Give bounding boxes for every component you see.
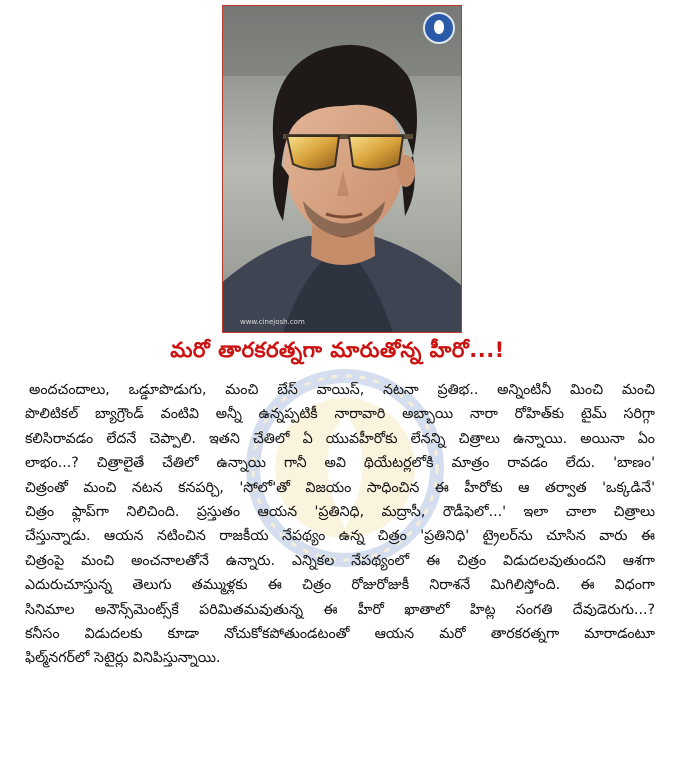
article-line: చిత్రంతో మంచి నటన కనపర్చి, 'సోలో'తో విజయం సాధించిన ఈ హీరోకు ఆ తర్వాత 'ఒక్కడినే' <box>25 479 655 496</box>
hero-photo <box>222 5 462 333</box>
article-body <box>25 378 655 671</box>
article-line: లాభం...? చిత్రాలైతే చేతిలో ఉన్నాయి గానీ అవి థియేటర్లలోకి మాత్రం రావడం లేదు. 'బాణం' <box>25 455 655 472</box>
article-line: కనీసం విడుదలకు కూడా నోచుకోకపోతుండటంతో ఆయన మరో తారకరత్నగా మారాడంటూ <box>25 625 655 642</box>
article-line: సినిమాల అనౌన్స్‌మెంట్స్‌కే పరిమితమవుతున్న ఈ హీరో ఖాతాలో హిట్ల సంగతి దేవుడెరుగు...? <box>25 601 655 618</box>
article-line: పొలిటికల్ బ్యాగ్రౌండ్ వంటివి అన్నీ ఉన్నప్పటికీ నారావారి అబ్బాయి నారా రోహిత్‌కు టైమ్ సరిగ్గా <box>25 406 655 423</box>
article-line: చేస్తున్నాడు. ఆయన నటించిన రాజకీయ నేపథ్యం ఉన్న చిత్రం 'ప్రతినిధి' ట్రైలర్‌ను చూసిన వారు ఈ <box>25 528 655 545</box>
watermark-logo-icon <box>423 12 455 44</box>
headline: మరో తారకరత్నగా మారుతోన్న హీరో...! <box>170 338 505 362</box>
article-line: అందచందాలు, ఒడ్డూపొడుగు, మంచి బేస్ వాయిస్, నటనా ప్రతిభ.. అన్నింటినీ మించి మంచి <box>29 382 655 398</box>
article-line: ఫిల్మ్‌నగర్‌లో సెటైర్లు వినిపిస్తున్నాయి. <box>25 650 221 667</box>
article-line: చిత్రం ఫ్లాప్‌గా నిలిచింది. ప్రస్తుతం ఆయన 'ప్రతినిధి, మద్రాసీ, రౌడీఫెలో...' ఇలా చాలా చిత్రాలు <box>25 503 655 520</box>
article-line: కలిసిరావడం లేదనే చెప్పాలి. ఇతని చేతిలో ఏ యువహీరోకు లేనన్ని చిత్రాలు ఉన్నాయి. అయినా ఏం <box>25 430 655 447</box>
photo-watermark: www.cinejosh.com <box>240 318 305 326</box>
article-line: ఎదురుచూస్తున్న తెలుగు తమ్ముళ్లకు ఈ చిత్రం రోజురోజుకీ నిరాశనే మిగిలిస్తోంది. ఈ విధంగా <box>25 577 655 594</box>
article-line: చిత్రంపై మంచి అంచనాలతోనే ఉన్నారు. ఎన్నికల నేపథ్యంలో ఈ చిత్రం విడుదలవుతుందని ఆశగా <box>25 552 655 569</box>
